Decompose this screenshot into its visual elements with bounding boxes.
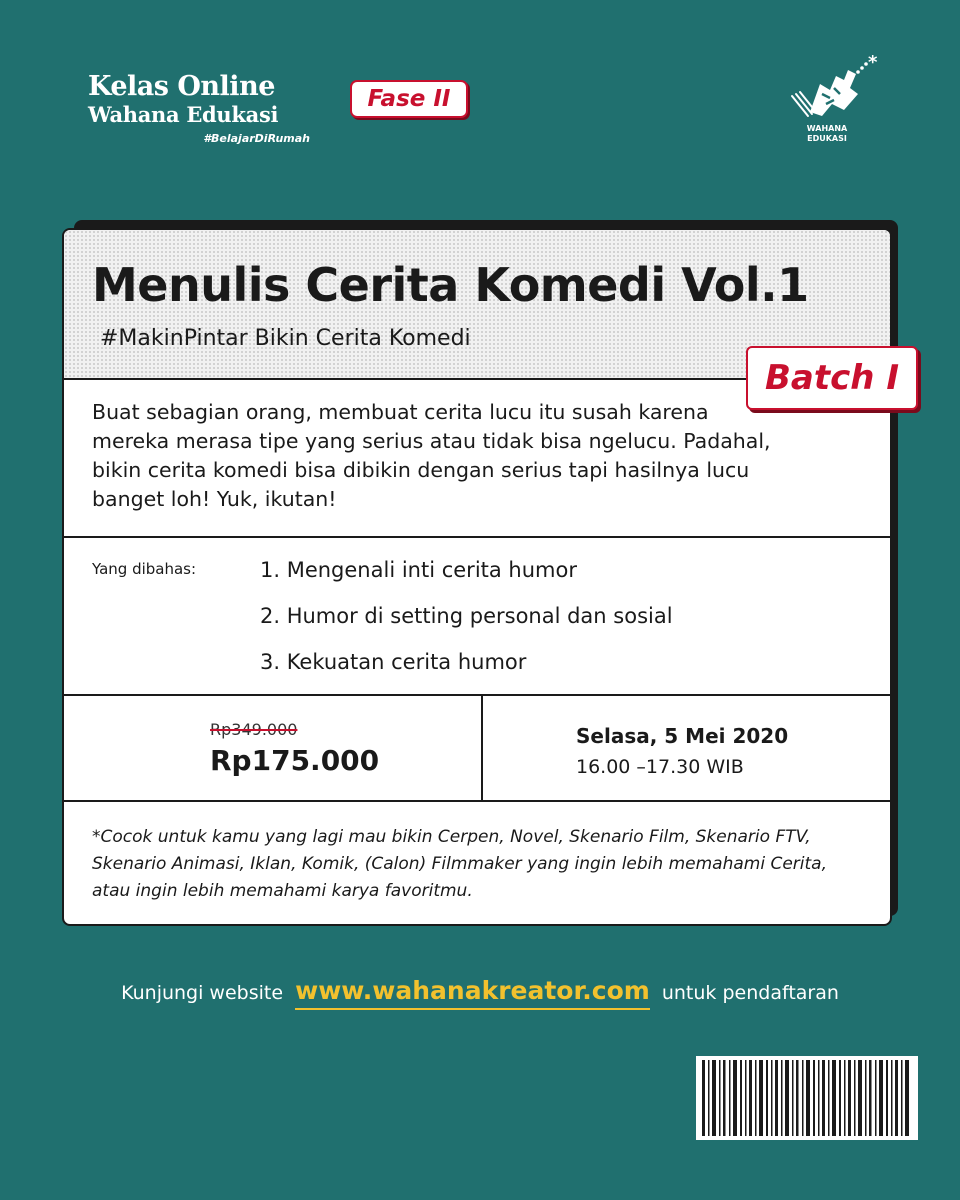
audience-note: *Cocok untuk kamu yang lagi mau bikin Cerpen, Novel, Skenario Film, Skenario FTV, Skenario Animasi, Iklan, Komik, (Calon) Filmmaker yang ingin lebih memahami Cerita, atau ingin lebih memahami karya favoritmu. <box>92 827 827 901</box>
barcode-icon <box>696 1056 918 1140</box>
course-card <box>62 228 892 926</box>
course-subtitle: #MakinPintar Bikin Cerita Komedi <box>100 326 471 351</box>
brand-logotype <box>88 72 310 145</box>
section-divider <box>64 694 890 696</box>
website-link[interactable]: www.wahanakreator.com <box>295 976 650 1010</box>
registration-footer <box>0 976 960 1005</box>
event-date: Selasa, 5 Mei 2020 <box>576 724 789 748</box>
brand-hashtag: #BelajarDiRumah <box>203 132 310 145</box>
topics-label: Yang dibahas: <box>92 560 197 578</box>
section-divider <box>64 536 890 538</box>
topic-item: 2. Humor di setting personal dan sosial <box>260 604 673 628</box>
section-divider <box>64 800 890 802</box>
discount-price: Rp175.000 <box>210 744 380 777</box>
batch-badge: Batch I <box>746 346 918 410</box>
course-title: Menulis Cerita Komedi Vol.1 <box>92 258 809 312</box>
brand-title: Kelas Online <box>88 71 275 102</box>
topic-item: 1. Mengenali inti cerita humor <box>260 558 577 582</box>
footer-suffix: untuk pendaftaran <box>661 982 839 1004</box>
topic-item: 3. Kekuatan cerita humor <box>260 650 527 674</box>
footer-prefix: Kunjungi website <box>121 982 284 1004</box>
brand-subtitle: Wahana Edukasi <box>88 102 279 127</box>
column-divider <box>481 696 483 802</box>
event-time: 16.00 –17.30 WIB <box>576 756 744 778</box>
svg-text:*: * <box>868 54 878 73</box>
original-price: Rp349.000 <box>210 720 298 739</box>
logo-caption: WAHANA EDUKASI <box>806 124 848 143</box>
course-description: Buat sebagian orang, membuat cerita lucu itu susah karena mereka merasa tipe yang serius atau tidak bisa ngelucu. Padahal, bikin cerita komedi bisa dibikin dengan serius tapi hasilnya lucu banget loh! Yuk, ikutan! <box>92 400 771 511</box>
phase-badge: Fase II <box>350 80 468 118</box>
